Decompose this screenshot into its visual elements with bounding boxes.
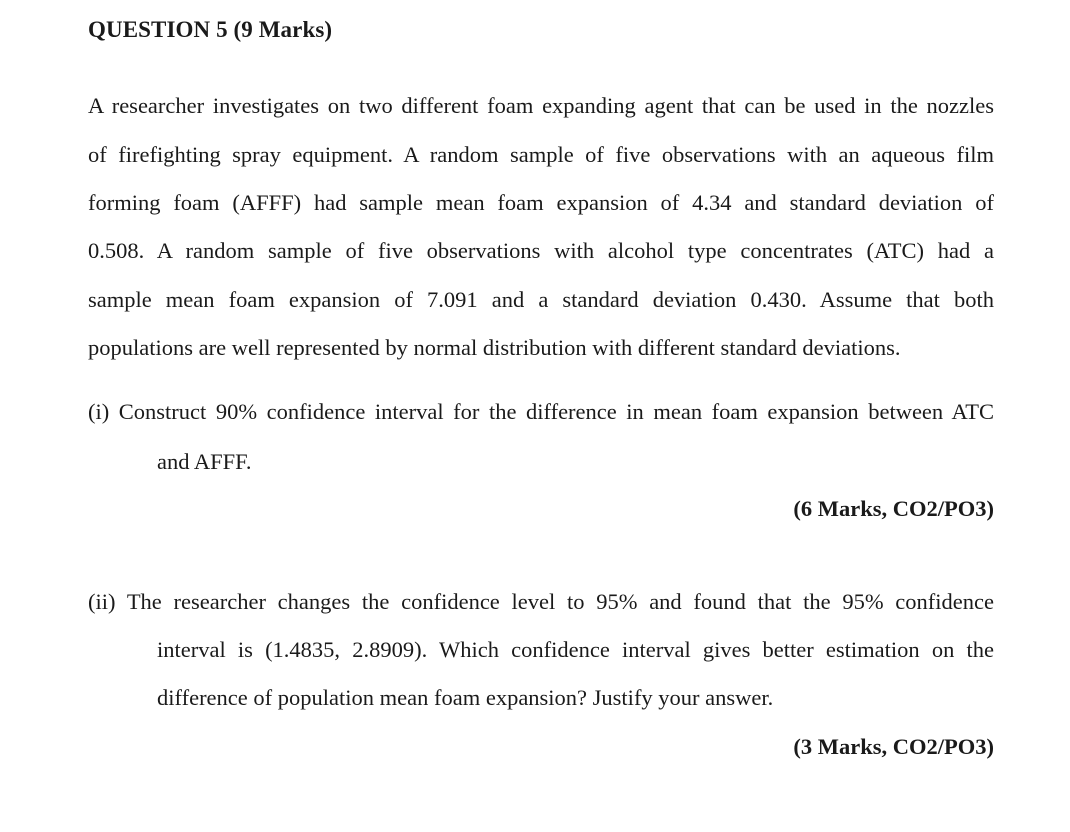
part-ii-line-3: difference of population mean foam expansion? Justify your answer. [157, 685, 774, 710]
intro-line-5: sample mean foam expansion of 7.091 and a standard deviation 0.430. Assume that both [88, 287, 994, 312]
part-i-marks: (6 Marks, CO2/PO3) [793, 496, 994, 521]
intro-line-4: 0.508. A random sample of five observations with alcohol type concentrates (ATC) had a [88, 238, 994, 263]
part-ii-line-1: (ii) The researcher changes the confidence level to 95% and found that the 95% confidence [88, 589, 994, 614]
intro-line-2: of firefighting spray equipment. A random sample of five observations with an aqueous film [88, 142, 994, 167]
part-i-line-2: and AFFF. [157, 449, 252, 474]
intro-line-1: A researcher investigates on two different foam expanding agent that can be used in the nozzles [88, 93, 994, 118]
part-ii-marks: (3 Marks, CO2/PO3) [793, 734, 994, 759]
intro-line-3: forming foam (AFFF) had sample mean foam expansion of 4.34 and standard deviation of [88, 190, 994, 215]
intro-line-6: populations are well represented by normal distribution with different standard deviations. [88, 335, 901, 360]
part-i-line-1: (i) Construct 90% confidence interval for the difference in mean foam expansion between ATC [88, 399, 994, 424]
question-heading: QUESTION 5 (9 Marks) [88, 17, 333, 42]
part-ii-line-2: interval is (1.4835, 2.8909). Which confidence interval gives better estimation on the [157, 637, 994, 662]
